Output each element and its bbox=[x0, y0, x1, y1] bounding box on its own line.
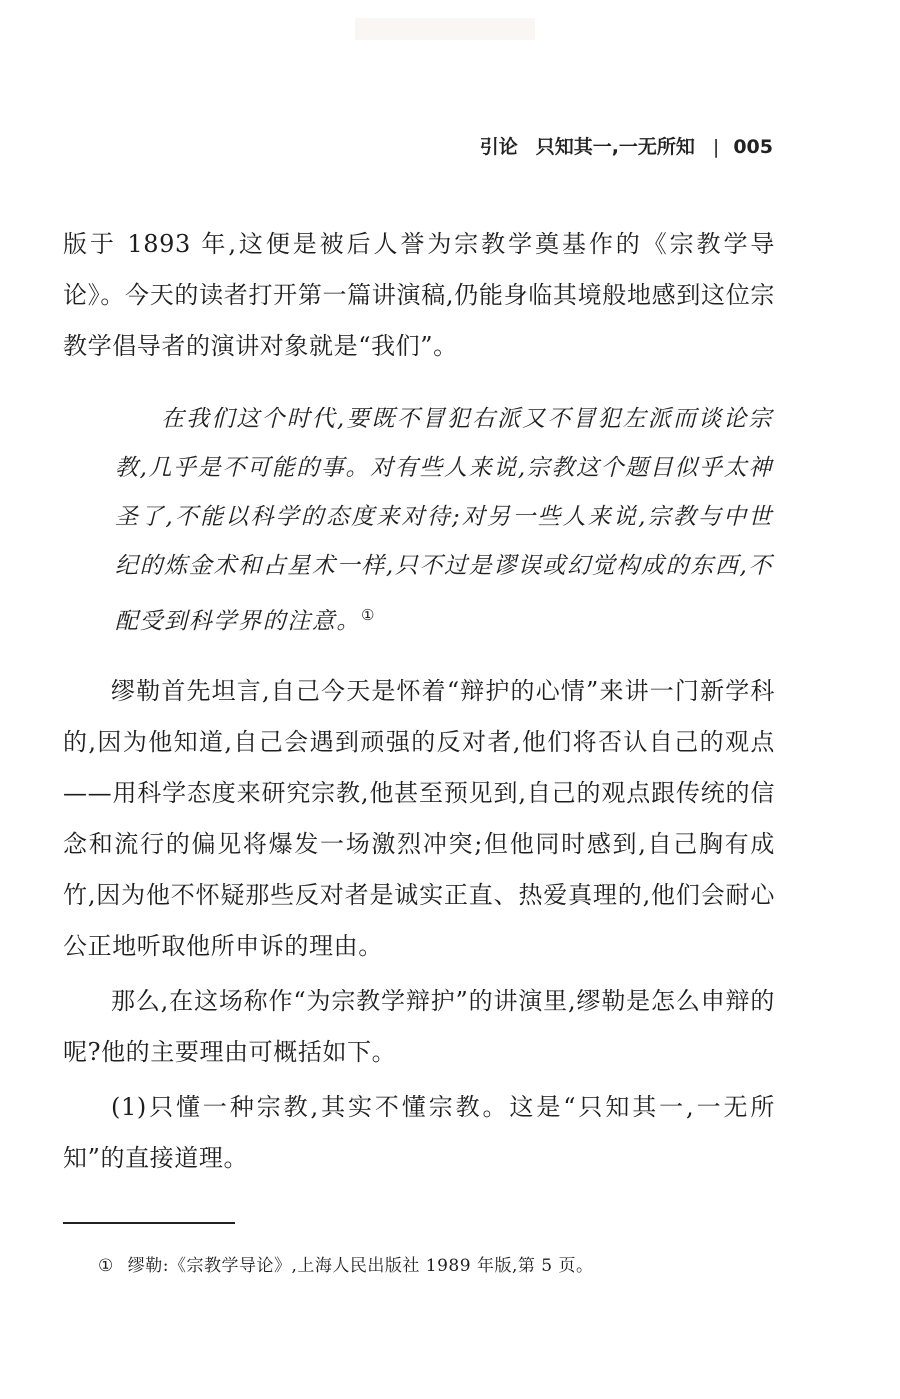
footnote bbox=[98, 1251, 593, 1276]
body-text-top bbox=[63, 219, 775, 372]
page-number: 005 bbox=[733, 136, 773, 158]
quote-text: 在我们这个时代,要既不冒犯右派又不冒犯左派而谈论宗教,几乎是不可能的事。对有些人来说,宗教这个题目似乎太神圣了,不能以科学的态度来对待;对另一些人来说,宗教与中世纪的炼金术和占星术一样,只不过是谬误或幻觉构成的东西,不配受到科学界的注意。 bbox=[115, 406, 773, 635]
footnote-divider bbox=[63, 1222, 235, 1224]
quote-paragraph bbox=[115, 395, 773, 647]
chapter-title: 只知其一,一无所知 bbox=[535, 136, 695, 158]
running-header bbox=[480, 132, 773, 159]
block-quote bbox=[115, 395, 773, 647]
header-separator: | bbox=[712, 136, 720, 158]
scan-artifact bbox=[355, 18, 535, 40]
footnote-text: 缪勒:《宗教学导论》,上海人民出版社 1989 年版,第 5 页。 bbox=[127, 1256, 594, 1276]
footnote-reference: ① bbox=[361, 606, 377, 624]
paragraph: 那么,在这场称作“为宗教学辩护”的讲演里,缪勒是怎么申辩的呢?他的主要理由可概括如下。 bbox=[63, 987, 775, 1066]
footnote-mark: ① bbox=[98, 1256, 114, 1276]
paragraph: (1)只懂一种宗教,其实不懂宗教。这是“只知其一,一无所知”的直接道理。 bbox=[63, 1093, 775, 1172]
paragraph: 缪勒首先坦言,自己今天是怀着“辩护的心情”来讲一门新学科的,因为他知道,自己会遇到顽强的反对者,他们将否认自己的观点——用科学态度来研究宗教,他甚至预见到,自己的观点跟传统的信念和流行的偏见将爆发一场激烈冲突;但他同时感到,自己胸有成竹,因为他不怀疑那些反对者是诚实正直、热爱真理的,他们会耐心公正地听取他所申诉的理由。 bbox=[63, 677, 775, 960]
chapter-label: 引论 bbox=[479, 136, 518, 158]
paragraph: 版于 1893 年,这便是被后人誉为宗教学奠基作的《宗教学导论》。今天的读者打开第一篇讲演稿,仍能身临其境般地感到这位宗教学倡导者的演讲对象就是“我们”。 bbox=[63, 230, 775, 360]
body-text-bottom bbox=[63, 666, 775, 1188]
